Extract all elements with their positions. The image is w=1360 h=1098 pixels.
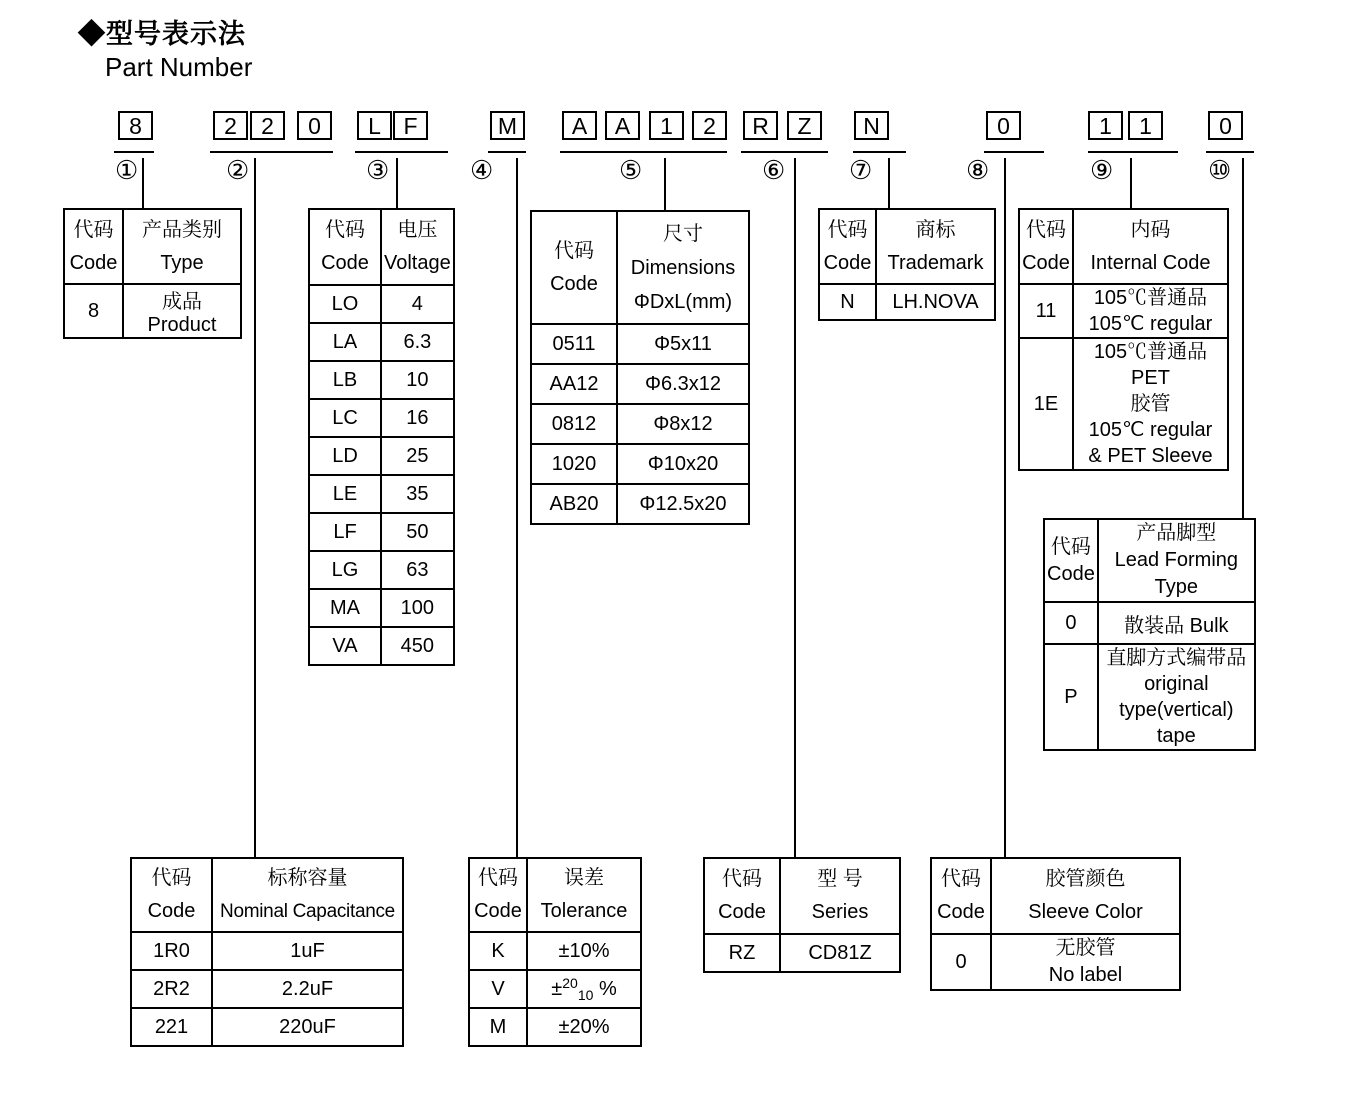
segment-marker-1: ① xyxy=(115,155,139,185)
type-header-cell: 产品类别 Type xyxy=(123,209,241,284)
segment-marker-10: ⑩ xyxy=(1208,155,1232,185)
header-row xyxy=(64,209,241,284)
code-cell: LD xyxy=(309,437,381,475)
code-cell: AA12 xyxy=(531,364,617,404)
voltage-table xyxy=(308,208,455,666)
pn-char-box: 8 xyxy=(118,111,153,140)
value-cell: 16 xyxy=(381,399,454,437)
pn-char-box: 0 xyxy=(986,111,1021,140)
connector-line-6 xyxy=(794,158,796,857)
table-row xyxy=(309,361,454,399)
code-cell: 1E xyxy=(1019,338,1073,470)
value-cell: 105℃普通品 105℃ regular xyxy=(1073,284,1228,338)
header-row xyxy=(1044,519,1255,602)
table-row xyxy=(469,1008,641,1046)
connector-line-7 xyxy=(888,158,890,208)
value-cell: Φ6.3x12 xyxy=(617,364,749,404)
code-header-cell: 代码 Code xyxy=(309,209,381,285)
code-cell: P xyxy=(1044,644,1098,750)
value-cell: 10 xyxy=(381,361,454,399)
connector-line-10 xyxy=(1242,158,1244,518)
sleeve-color-header-cell: 胶管颜色 Sleeve Color xyxy=(991,858,1180,934)
segment-underline-6 xyxy=(741,151,828,153)
code-cell: 2R2 xyxy=(131,970,212,1008)
header-row xyxy=(469,858,641,932)
segment-marker-9: ⑨ xyxy=(1090,155,1114,185)
lead-forming-table xyxy=(1043,518,1256,751)
code-header-cell: 代码 Code xyxy=(131,858,212,932)
table-row xyxy=(309,627,454,665)
code-cell: 8 xyxy=(64,284,123,338)
segment-marker-4: ④ xyxy=(470,155,494,185)
segment-marker-3: ③ xyxy=(366,155,390,185)
pn-char-box: N xyxy=(854,111,889,140)
value-cell: 2.2uF xyxy=(212,970,403,1008)
table-row xyxy=(1019,338,1228,470)
code-cell: LG xyxy=(309,551,381,589)
code-cell: K xyxy=(469,932,527,970)
segment-marker-5: ⑤ xyxy=(619,155,643,185)
trademark-header-cell: 商标 Trademark xyxy=(876,209,995,284)
code-cell: AB20 xyxy=(531,484,617,524)
table-row xyxy=(531,404,749,444)
value-cell: 450 xyxy=(381,627,454,665)
value-cell: 105℃普通品 PET 胶管 105℃ regular & PET Sleeve xyxy=(1073,338,1228,470)
segment-underline-2 xyxy=(210,151,333,153)
connector-line-3 xyxy=(396,158,398,208)
pn-char-box: M xyxy=(490,111,525,140)
pn-char-box: 2 xyxy=(692,111,727,140)
code-header-cell: 代码 Code xyxy=(531,211,617,324)
value-cell: ±$^{20}_{10}$ % xyxy=(527,970,641,1008)
capacitance-table xyxy=(130,857,404,1047)
dimensions-header-cell: 尺寸 Dimensions ΦDxL(mm) xyxy=(617,211,749,324)
segment-marker-8: ⑧ xyxy=(966,155,990,185)
code-cell: LA xyxy=(309,323,381,361)
table-row xyxy=(309,513,454,551)
table-row xyxy=(1044,644,1255,750)
segment-underline-10 xyxy=(1206,151,1254,153)
value-cell: Φ5x11 xyxy=(617,324,749,364)
code-cell: 0 xyxy=(931,934,991,990)
value-cell: CD81Z xyxy=(780,934,900,972)
connector-line-2 xyxy=(254,158,256,857)
code-cell: LB xyxy=(309,361,381,399)
segment-underline-4 xyxy=(488,151,526,153)
segment-marker-6: ⑥ xyxy=(762,155,786,185)
table-row xyxy=(1044,602,1255,644)
table-row xyxy=(309,323,454,361)
pn-char-box: A xyxy=(605,111,640,140)
value-cell: ±10% xyxy=(527,932,641,970)
page-title-zh-text: 型号表示法 xyxy=(106,19,246,49)
code-cell: MA xyxy=(309,589,381,627)
segment-underline-8 xyxy=(984,151,1044,153)
diamond-bullet-icon: ◆ xyxy=(78,19,106,49)
internal-code-header-cell: 内码 Internal Code xyxy=(1073,209,1228,284)
series-table xyxy=(703,857,901,973)
connector-line-8 xyxy=(1004,158,1006,857)
pn-char-box: 2 xyxy=(250,111,285,140)
value-cell: 直脚方式编带品 original type(vertical) tape xyxy=(1098,644,1255,750)
series-header-cell: 型 号 Series xyxy=(780,858,900,934)
page-title-en: Part Number xyxy=(105,52,253,82)
pn-char-box: L xyxy=(357,111,392,140)
code-cell: RZ xyxy=(704,934,780,972)
table-row xyxy=(531,324,749,364)
product-type-table xyxy=(63,208,242,339)
header-row xyxy=(819,209,995,284)
code-cell: LO xyxy=(309,285,381,323)
code-header-cell: 代码 Code xyxy=(931,858,991,934)
code-header-cell: 代码 Code xyxy=(819,209,876,284)
segment-underline-3 xyxy=(355,151,448,153)
sleeve-color-table xyxy=(930,857,1181,991)
table-row xyxy=(531,484,749,524)
table-row xyxy=(704,934,900,972)
value-cell: 100 xyxy=(381,589,454,627)
table-row xyxy=(309,437,454,475)
table-row xyxy=(309,285,454,323)
table-row xyxy=(309,551,454,589)
segment-underline-1 xyxy=(114,151,154,153)
voltage-header-cell: 电压 Voltage xyxy=(381,209,454,285)
table-row xyxy=(131,970,403,1008)
pn-char-box: 1 xyxy=(649,111,684,140)
table-row xyxy=(131,1008,403,1046)
code-cell: 221 xyxy=(131,1008,212,1046)
table-row xyxy=(1019,284,1228,338)
value-cell: 成品 Product xyxy=(123,284,241,338)
dimensions-table xyxy=(530,210,750,525)
code-header-cell: 代码 Code xyxy=(64,209,123,284)
code-cell: LF xyxy=(309,513,381,551)
code-cell: 0 xyxy=(1044,602,1098,644)
value-cell: LH.NOVA xyxy=(876,284,995,320)
pn-char-box: F xyxy=(393,111,428,140)
tolerance-table xyxy=(468,857,642,1047)
header-row xyxy=(131,858,403,932)
trademark-table xyxy=(818,208,996,321)
value-cell: 6.3 xyxy=(381,323,454,361)
table-row xyxy=(64,284,241,338)
table-row xyxy=(309,399,454,437)
pn-char-box: 1 xyxy=(1128,111,1163,140)
connector-line-5 xyxy=(664,158,666,210)
value-cell: 63 xyxy=(381,551,454,589)
table-row xyxy=(309,589,454,627)
code-header-cell: 代码 Code xyxy=(704,858,780,934)
header-row xyxy=(704,858,900,934)
code-cell: N xyxy=(819,284,876,320)
header-row xyxy=(931,858,1180,934)
tolerance-header-cell: 误差 Tolerance xyxy=(527,858,641,932)
pn-char-box: R xyxy=(743,111,778,140)
code-cell: 0511 xyxy=(531,324,617,364)
pn-char-box: Z xyxy=(787,111,822,140)
connector-line-4 xyxy=(516,158,518,857)
value-cell: Φ12.5x20 xyxy=(617,484,749,524)
value-cell: 无胶管 No label xyxy=(991,934,1180,990)
table-row xyxy=(531,444,749,484)
internal-code-table xyxy=(1018,208,1229,471)
segment-underline-9 xyxy=(1088,151,1178,153)
code-header-cell: 代码 Code xyxy=(1044,519,1098,602)
code-cell: 1R0 xyxy=(131,932,212,970)
value-cell: 4 xyxy=(381,285,454,323)
pn-char-box: A xyxy=(562,111,597,140)
page-title-zh xyxy=(78,12,246,51)
value-cell: 1uF xyxy=(212,932,403,970)
code-cell: M xyxy=(469,1008,527,1046)
code-header-cell: 代码 Code xyxy=(469,858,527,932)
value-cell: 25 xyxy=(381,437,454,475)
code-cell: 1020 xyxy=(531,444,617,484)
pn-char-box: 1 xyxy=(1088,111,1123,140)
code-cell: LC xyxy=(309,399,381,437)
table-row xyxy=(531,364,749,404)
connector-line-1 xyxy=(142,158,144,208)
table-row xyxy=(819,284,995,320)
segment-underline-5 xyxy=(560,151,727,153)
header-row xyxy=(309,209,454,285)
value-cell: Φ8x12 xyxy=(617,404,749,444)
value-cell: Φ10x20 xyxy=(617,444,749,484)
pn-char-box: 0 xyxy=(1208,111,1243,140)
code-cell: LE xyxy=(309,475,381,513)
code-header-cell: 代码 Code xyxy=(1019,209,1073,284)
table-row xyxy=(469,932,641,970)
code-cell: VA xyxy=(309,627,381,665)
code-cell: 0812 xyxy=(531,404,617,444)
segment-marker-2: ② xyxy=(226,155,250,185)
tolerance-sup: 20 xyxy=(562,974,578,991)
connector-line-9 xyxy=(1130,158,1132,208)
pn-char-box: 2 xyxy=(213,111,248,140)
header-row xyxy=(1019,209,1228,284)
header-row xyxy=(531,211,749,324)
table-row xyxy=(469,970,641,1008)
table-row xyxy=(931,934,1180,990)
capacitance-header-cell: 标称容量 Nominal Capacitance xyxy=(212,858,403,932)
value-cell: 35 xyxy=(381,475,454,513)
tolerance-sub: 10 xyxy=(577,986,594,1003)
value-cell: 散装品 Bulk xyxy=(1098,602,1255,644)
segment-marker-7: ⑦ xyxy=(849,155,873,185)
lead-forming-header-cell: 产品脚型 Lead Forming Type xyxy=(1098,519,1255,602)
table-row xyxy=(131,932,403,970)
value-cell: 50 xyxy=(381,513,454,551)
value-cell: 220uF xyxy=(212,1008,403,1046)
value-cell: ±20% xyxy=(527,1008,641,1046)
code-cell: 11 xyxy=(1019,284,1073,338)
table-row xyxy=(309,475,454,513)
pn-char-box: 0 xyxy=(297,111,332,140)
code-cell: V xyxy=(469,970,527,1008)
segment-underline-7 xyxy=(853,151,906,153)
